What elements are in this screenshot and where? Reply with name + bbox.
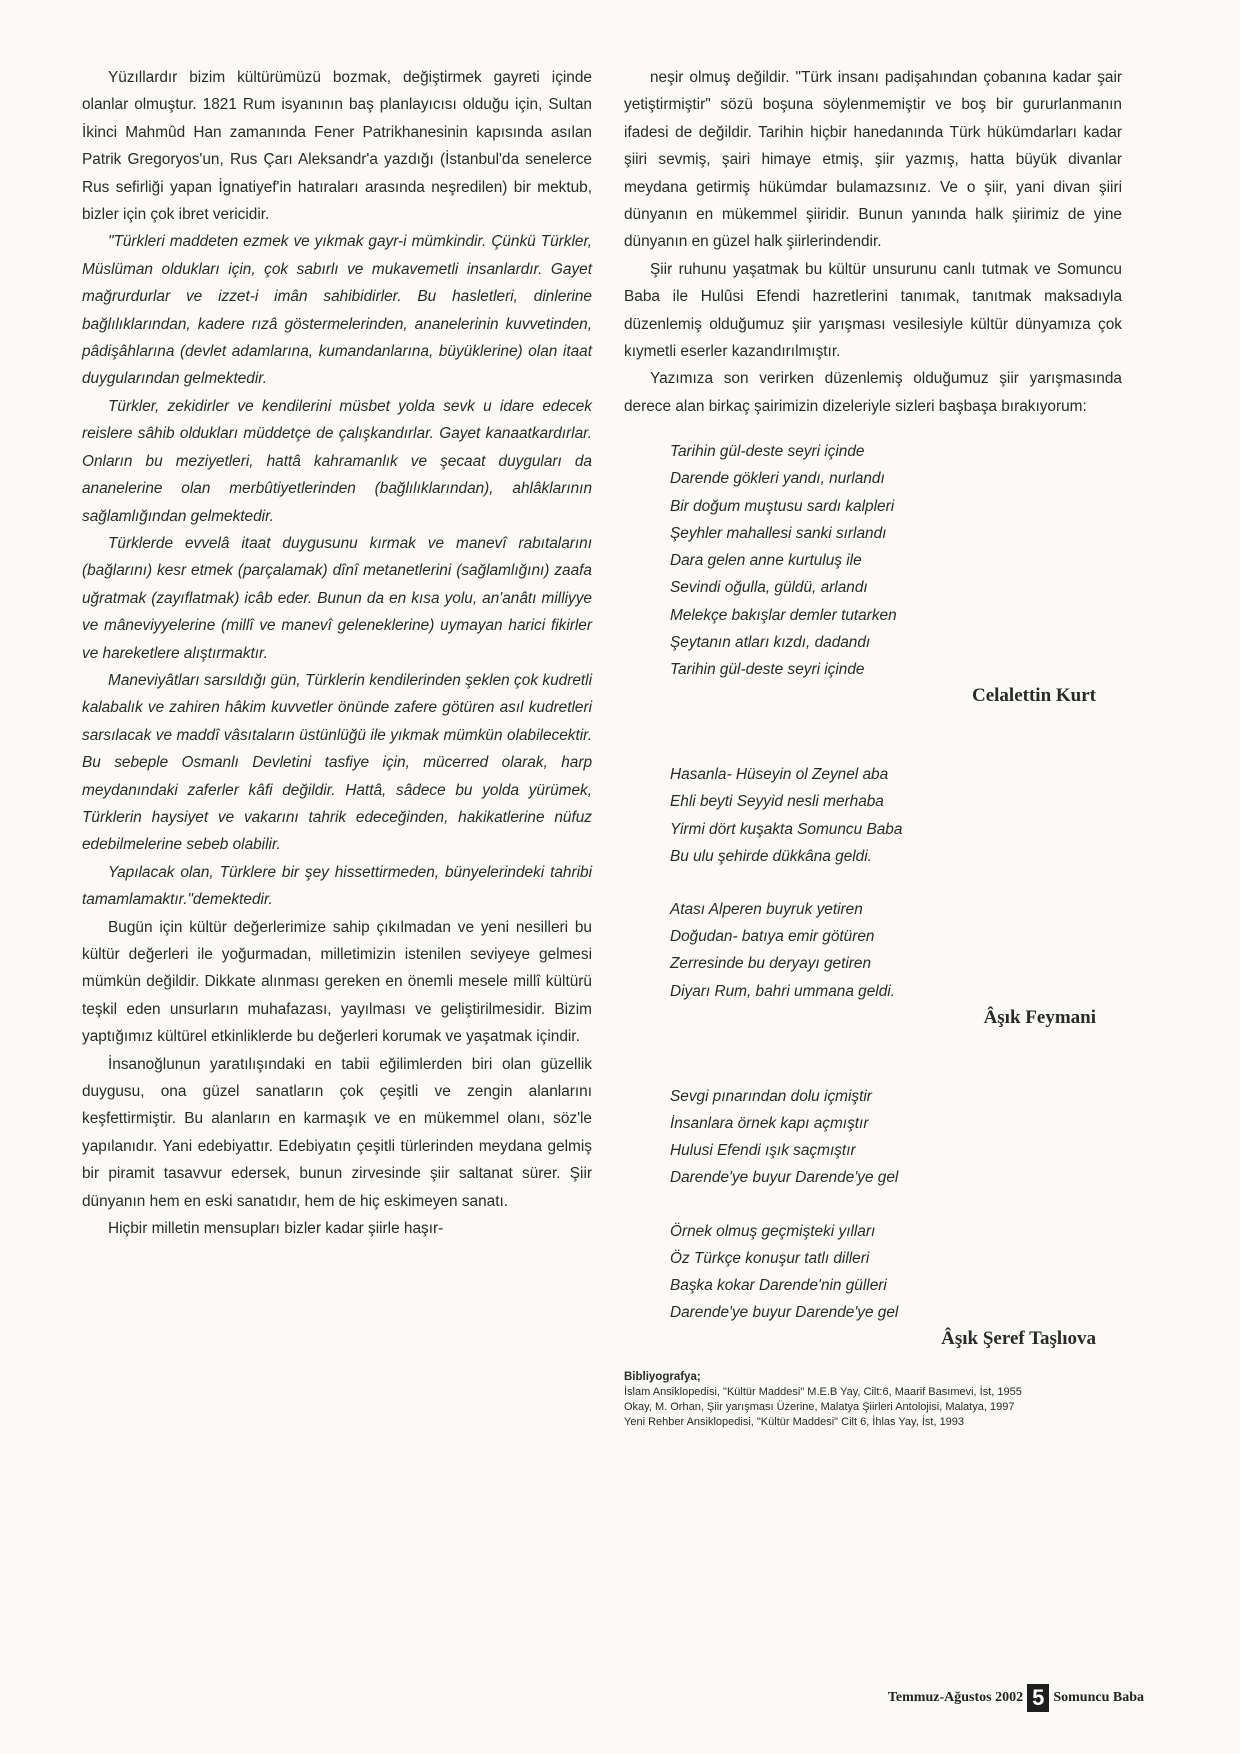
poem-line: Atası Alperen buyruk yetiren <box>670 900 863 918</box>
poem-line: Sevindi oğulla, güldü, arlandı <box>670 579 868 597</box>
poem-line: Başka kokar Darende'nin gülleri <box>670 1276 887 1294</box>
poem-stanza <box>670 896 1122 1005</box>
poem-line: Yirmi dört kuşakta Somuncu Baba <box>670 820 903 838</box>
poem-line: Örnek olmuş geçmişteki yılları <box>670 1222 876 1240</box>
poem-line: Diyarı Rum, bahri ummana geldi. <box>670 982 895 1000</box>
poem-asik-feymani <box>670 761 1122 1031</box>
poem-line: Bu ulu şehirde dükkâna geldi. <box>670 847 872 865</box>
poem-stanza <box>670 1218 1122 1327</box>
paragraph: Yüzıllardır bizim kültürümüzü bozmak, değiştirmek gayreti içinde olanlar olmuştur. 1821 Rum isyanının baş planlayıcısı olduğu için, Sultan İkinci Mahmûd Han zamanında Fener Patrikhanesinin kapısında asılan Patrik Gregoryos'un, Rus Çarı Aleksandr'a yazdığı (İstanbul'da senelerce Rus sefirliği yapan İgnatiyef'in hatıraları arasında neşredilen) bir mektub, bizler için çok ibret vericidir. <box>82 69 592 224</box>
poem-stanza <box>670 438 1122 683</box>
quote-paragraph: Maneviyâtları sarsıldığı gün, Türklerin kendilerinden şeklen çok kudretli kalabalık ve zahiren hâkim kuvvetler önünde zafere götüren asıl kudretleri sarsılacak ve maddî vâsıtaların üstünlüğü ile yıkmak mümkün olabilecektir. Bu sebeple Osmanlı Devletini tasfiye için, mücerred olarak, harp meydanındaki zaferler kâfi değildir. Hattâ, sâdece bu yolda yürümek, Türklerin haysiyet ve vakarını tahrik edeceğinden, hakikatlerine nüfuz edebilmelerine sebeb olabilir. <box>82 671 592 854</box>
paragraph: Yazımıza son verirken düzenlemiş olduğumuz şiir yarışmasında derece alan birkaç şairimizin dizeleriyle sizleri başbaşa bırakıyorum: <box>624 370 1122 415</box>
poem-line: Şeyhler mahallesi sanki sırlandı <box>670 524 887 542</box>
paragraph: neşir olmuş değildir. "Türk insanı padişahından çobanına kadar şair yetiştirmiştir" sözü boşuna söylenmemiştir ve boş bir gururlanmanın ifadesi de değildir. Tarihin hiçbir hanedanında Türk hükümdarları kadar şiiri sevmiş, şairi himaye etmiş, şiir yazmış, hatta büyük divanlar meydana getirmiş hükümdar bulamazsınız. Ve o şiir, yani divan şiiri dünyanın en mükemmel şiiridir. Bunun yanında halk şiirimiz de yine dünyanın en güzel halk şiirlerindendir. <box>624 69 1122 251</box>
quote-paragraph: Türklerde evvelâ itaat duygusunu kırmak ve manevî rabıtalarını (bağlarını) kesr etmek (parçalamak) dînî metanetlerini (sağlamlığını) zaafa uğratmak (zayıflatmak) icâb eder. Bunun da en kısa yolu, an'anâtı milliyye ve mâneviyyelerine (millî ve manevî geleneklerine) uymayan harici fikirler ve hareketlere alıştırmaktır. <box>82 534 592 662</box>
poem-line: Dara gelen anne kurtuluş ile <box>670 552 862 570</box>
right-column <box>624 64 1122 1430</box>
poem-line: Bir doğum muştusu sardı kalpleri <box>670 497 895 515</box>
poem-author: Âşık Şeref Taşlıova <box>941 1328 1096 1350</box>
paragraph: İnsanoğlunun yaratılışındaki en tabii eğilimlerden biri olan güzellik duygusu, ona güzel sanatların çok çeşitli ve zengin alanlarını keşfettirmiştir. Bu alanların en karmaşık ve en mükemmel olanı, söz'le yapılanıdır. Yani edebiyattır. Edebiyatın çeşitli türlerinden meydana gelmiş bir piramit tasavvur edersek, bunun zirvesinde şiir saltanat sürer. Şiir dünyanın hem en eski sanatıdır, hem de hiç eskimeyen sanatı. <box>82 1055 592 1210</box>
page-number: 5 <box>1027 1684 1049 1712</box>
quote-paragraph: Türkler, zekidirler ve kendilerini müsbet yolda sevk u idare edecek reislere sâhib oldukları müddetçe de çalışkandırlar. Gayet kanaatkardırlar. Onların bu meziyetleri, hattâ kahramanlık ve şecaat duyguları da ananelerine olan merbûtiyetlerinden (bağlılıklarından), ahlâklarının sağlamlığından gelmektedir. <box>82 397 592 525</box>
poem-line: İnsanlara örnek kapı açmıştır <box>670 1114 869 1132</box>
paragraph: Şiir ruhunu yaşatmak bu kültür unsurunu canlı tutmak ve Somuncu Baba ile Hulûsi Efendi hazretlerini tanımak, tanıtmak maksadıyla düzenlemiş olduğumuz şiir yarışması vesilesiyle kültür dünyamıza çok kıymetli eserler kazandırılmıştır. <box>624 260 1122 361</box>
poem-line: Tarihin gül-deste seyri içinde <box>670 660 865 678</box>
bibliography-entry: Yeni Rehber Ansiklopedisi, "Kültür Maddesi" Cilt 6, İhlas Yay, İst, 1993 <box>624 1416 965 1429</box>
poem-line: Sevgi pınarından dolu içmiştir <box>670 1087 872 1105</box>
poem-line: Ehli beyti Seyyid nesli merhaba <box>670 793 884 811</box>
poem-line: Öz Türkçe konuşur tatlı dilleri <box>670 1249 870 1267</box>
paragraph: Hiçbir milletin mensupları bizler kadar şiirle haşır- <box>108 1220 444 1238</box>
quote-paragraph: Yapılacak olan, Türklere bir şey hissettirmeden, bünyelerindeki tahribi tamamlamaktır."demektedir. <box>82 863 592 909</box>
quote-paragraph: "Türkleri maddeten ezmek ve yıkmak gayr-i mümkindir. Çünkü Türkler, Müslüman oldukları için, çok sabırlı ve mukavemetli insanlardır. Gayet mağrurdurlar ve izzet-i imân sahibidirler. Bu hasletleri, dinlerine bağlılıklarından, kadere rızâ göstermelerinden, ananelerinin kuvvetinden, pâdişâhlarına (devlet adamlarına, kumandanlarına, büyüklerine) olan itaat duygularından gelmektedir. <box>82 233 592 388</box>
page-footer <box>888 1684 1144 1712</box>
poem-author: Celalettin Kurt <box>971 685 1096 707</box>
bibliography-entry: Okay, M. Orhan, Şiir yarışması Üzerine, Malatya Şiirleri Antolojisi, Malatya, 1997 <box>624 1401 1015 1414</box>
bibliography <box>624 1370 1122 1430</box>
poem-line: Doğudan- batıya emir götüren <box>670 928 875 946</box>
poem-line: Darende'ye buyur Darende'ye gel <box>670 1304 899 1322</box>
bibliography-title: Bibliyografya; <box>624 1371 701 1384</box>
issue-date: Temmuz-Ağustos 2002 <box>887 1690 1024 1705</box>
poem-stanza <box>670 1083 1122 1192</box>
bibliography-entry: İslam Ansiklopedisi, "Kültür Maddesi" M.E.B Yay, Cilt:6, Maarif Basımevi, İst, 1955 <box>624 1386 1022 1399</box>
poem-line: Darende gökleri yandı, nurlandı <box>670 470 885 488</box>
poem-line: Melekçe bakışlar demler tutarken <box>670 606 897 624</box>
poem-line: Hulusi Efendi ışık saçmıştır <box>670 1142 856 1160</box>
poem-line: Darende'ye buyur Darende'ye gel <box>670 1169 899 1187</box>
poem-line: Zerresinde bu deryayı getiren <box>670 955 872 973</box>
magazine-name: Somuncu Baba <box>1053 1690 1144 1705</box>
poem-stanza <box>670 761 1122 870</box>
poem-author: Âşık Feymani <box>983 1006 1096 1028</box>
poem-celalettin-kurt <box>670 438 1122 709</box>
poem-asik-seref-taslova <box>670 1083 1122 1353</box>
poem-line: Hasanla- Hüseyin ol Zeynel aba <box>670 766 889 784</box>
poem-line: Tarihin gül-deste seyri içinde <box>670 443 865 461</box>
paragraph: Bugün için kültür değerlerimize sahip çıkılmadan ve yeni nesilleri bu kültür değerleri ile yoğurmadan, milletimizin istenilen seviyeye gelmesi mümkün değildir. Dikkate alınması gereken en önemli mesele millî kültürü teşkil eden unsurların muhafazası, yayılması ve geliştirilmesidir. Bizim yaptığımız kültürel etkinliklerde bu değerleri korumak ve yaşatmak içindir. <box>82 918 592 1046</box>
left-column <box>82 64 592 1242</box>
poem-line: Şeytanın atları kızdı, dadandı <box>670 633 871 651</box>
